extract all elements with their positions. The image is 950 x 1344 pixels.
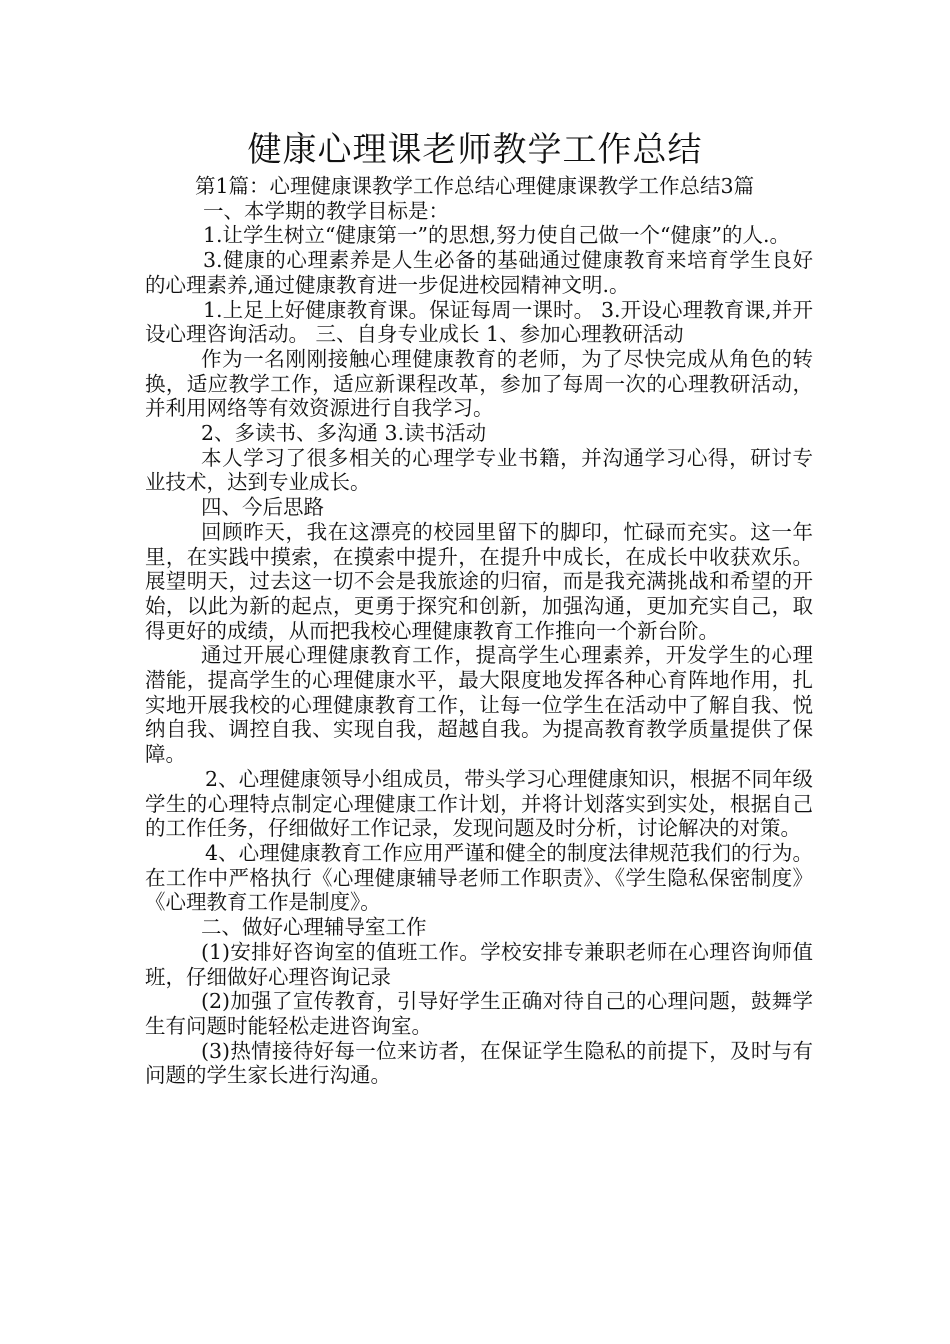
- paragraph: 作为一名刚刚接触心理健康教育的老师，为了尽快完成从角色的转换，适应教学工作，适应新课程改革，参加了每周一次的心理教研活动，并利用网络等有效资源进行自我学习。: [145, 346, 813, 421]
- paragraph-heading-outlook: 四、今后思路: [201, 495, 324, 520]
- paragraph-heading-reading: 2、多读书、多沟通 3.读书活动: [201, 421, 487, 446]
- paragraph: 通过开展心理健康教育工作，提高学生心理素养，开发学生的心理潜能，提高学生的心理健康水平，最大限度地发挥各种心育阵地作用，扎实地开展我校的心理健康教育工作，让每一位学生在活动中了解自我、悦纳自我、调控自我、实现自我，超越自我。为提高教育教学质量提供了保障。: [145, 643, 813, 767]
- paragraph: (1)安排好咨询室的值班工作。学校安排专兼职老师在心理咨询师值班，仔细做好心理咨询记录: [145, 939, 813, 989]
- paragraph: 1.上足上好健康教育课。保证每周一课时。 3.开设心理教育课,并开设心理咨询活动。 三、自身专业成长 1、参加心理教研活动: [145, 297, 813, 347]
- paragraph: 本人学习了很多相关的心理学专业书籍，并沟通学习心得，研讨专业技术，达到专业成长。: [145, 445, 813, 495]
- paragraph: (3)热情接待好每一位来访者，在保证学生隐私的前提下，及时与有问题的学生家长进行沟通。: [145, 1038, 813, 1088]
- document-body: [145, 174, 813, 1088]
- paragraph-subtitle: 第1篇：心理健康课教学工作总结心理健康课教学工作总结3篇: [195, 174, 755, 198]
- paragraph: 4、心理健康教育工作应用严谨和健全的制度法律规范我们的行为。在工作中严格执行《心理健康辅导老师工作职责》、《学生隐私保密制度》《心理教育工作是制度》。: [145, 840, 813, 915]
- paragraph-heading-counseling-room: 二、做好心理辅导室工作: [201, 915, 427, 940]
- paragraph-heading-goals: 一、本学期的教学目标是：: [203, 198, 449, 223]
- paragraph: (2)加强了宣传教育，引导好学生正确对待自己的心理问题，鼓舞学生有问题时能轻松走进咨询室。: [145, 989, 813, 1038]
- paragraph: 3.健康的心理素养是人生必备的基础通过健康教育来培育学生良好的心理素养,通过健康教育进一步促进校园精神文明.。: [145, 248, 813, 297]
- paragraph: 回顾昨天，我在这漂亮的校园里留下的脚印，忙碌而充实。这一年里，在实践中摸索，在摸索中提升，在提升中成长，在成长中收获欢乐。展望明天，过去这一切不会是我旅途的归宿，而是我充满挑战和希望的开始，以此为新的起点，更勇于探究和创新，加强沟通，更加充实自己，取得更好的成绩，从而把我校心理健康教育工作推向一个新台阶。: [145, 519, 813, 643]
- document-title: 健康心理课老师教学工作总结: [247, 130, 703, 170]
- paragraph: 1.让学生树立“健康第一”的思想,努力使自己做一个“健康”的人.。: [203, 223, 791, 248]
- paragraph: 2、心理健康领导小组成员，带头学习心理健康知识，根据不同年级学生的心理特点制定心理健康工作计划，并将计划落实到实处，根据自己的工作任务，仔细做好工作记录，发现问题及时分析，讨论解决的对策。: [145, 766, 813, 841]
